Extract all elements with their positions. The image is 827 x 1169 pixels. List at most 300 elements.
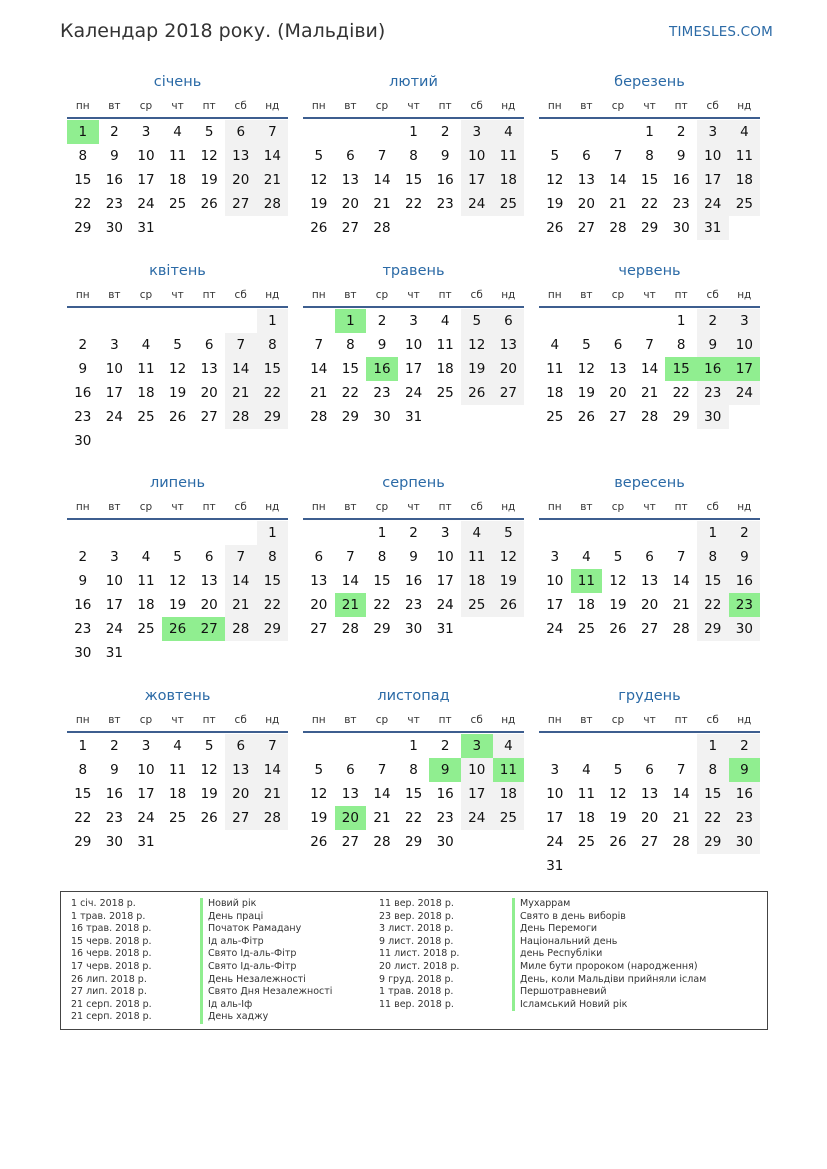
day-grid	[303, 734, 524, 854]
weekday-label: ср	[611, 714, 625, 726]
day-cell: 30	[74, 433, 92, 449]
day-cell: 21	[373, 810, 391, 826]
day-cell: 5	[550, 148, 560, 164]
day-cell: 29	[74, 220, 92, 236]
day-cell: 14	[310, 361, 328, 377]
day-cell: 17	[697, 168, 729, 192]
day-cell: 20	[200, 385, 218, 401]
legend-holiday-name: день Республіки	[512, 948, 706, 961]
day-cell: 10	[137, 148, 155, 164]
day-cell: 25	[493, 192, 525, 216]
day-cell: 1	[257, 309, 289, 333]
day-cell: 22	[697, 593, 729, 617]
weekday-label: пн	[311, 714, 326, 726]
day-cell: 25	[461, 593, 493, 617]
day-cell: 12	[310, 172, 328, 188]
weekday-label: нд	[501, 289, 516, 301]
day-cell: 27	[341, 834, 359, 850]
day-cell: 3	[110, 337, 119, 353]
weekday-label: пн	[547, 714, 562, 726]
legend-date: 1 трав. 2018 р.	[379, 986, 454, 998]
day-cell: 22	[74, 196, 92, 212]
day-grid	[539, 309, 760, 429]
day-cell: 13	[341, 172, 359, 188]
weekday-header	[539, 498, 760, 516]
day-cell: 5	[493, 521, 525, 545]
day-cell: 6	[645, 762, 654, 778]
legend-date: 17 черв. 2018 р.	[71, 960, 152, 972]
weekday-label: ср	[375, 714, 389, 726]
day-cell: 5	[314, 762, 324, 778]
weekday-label: пт	[438, 100, 452, 112]
weekday-label: чт	[171, 100, 184, 112]
empty-cell	[539, 309, 571, 333]
day-cell: 31	[436, 621, 454, 637]
day-cell: 27	[640, 834, 659, 850]
day-cell: 17	[546, 810, 564, 826]
day-cell: 29	[697, 830, 729, 854]
weekday-label: пн	[75, 100, 90, 112]
day-cell: 19	[609, 810, 627, 826]
day-cell: 16	[729, 782, 761, 806]
month-name: квітень	[149, 263, 206, 279]
day-cell: 15	[341, 361, 359, 377]
day-cell: 7	[645, 337, 654, 353]
month-name: листопад	[377, 688, 450, 704]
day-cell: 18	[729, 168, 761, 192]
day-cell: 28	[672, 834, 690, 850]
weekday-label: нд	[737, 501, 752, 513]
day-cell: 17	[546, 597, 564, 613]
day-cell: 26	[200, 810, 218, 826]
day-cell: 30	[436, 834, 454, 850]
day-cell: 3	[440, 525, 450, 541]
day-cell: 7	[225, 333, 257, 357]
legend-date: 20 лист. 2018 р.	[379, 960, 460, 972]
legend-date: 26 лип. 2018 р.	[71, 973, 147, 985]
day-cell: 20	[640, 597, 659, 613]
weekday-label: сб	[470, 501, 483, 513]
day-cell: 2	[440, 738, 450, 754]
weekday-label: вт	[108, 100, 121, 112]
weekday-label: пт	[674, 501, 688, 513]
day-cell: 26	[493, 593, 525, 617]
day-cell: 23	[105, 810, 123, 826]
holiday-day: 11	[571, 569, 603, 593]
legend-date: 9 груд. 2018 р.	[379, 973, 454, 985]
weekday-label: чт	[643, 714, 656, 726]
holiday-day: 20	[335, 806, 367, 830]
day-cell: 8	[697, 545, 729, 569]
month-name: вересень	[614, 475, 685, 491]
legend-date: 21 серп. 2018 р.	[71, 998, 152, 1010]
weekday-label: пт	[202, 289, 216, 301]
day-cell: 22	[672, 385, 690, 401]
day-cell: 2	[110, 738, 119, 754]
day-cell: 26	[609, 621, 627, 637]
day-cell: 13	[200, 573, 218, 589]
day-cell: 15	[404, 172, 423, 188]
empty-cell	[225, 309, 257, 333]
day-cell: 15	[697, 782, 729, 806]
weekday-label: пт	[202, 501, 216, 513]
legend-holiday-name: День хаджу	[200, 1011, 332, 1024]
empty-cell	[303, 309, 335, 333]
day-cell: 1	[257, 521, 289, 545]
legend-holiday-name: День Перемоги	[512, 923, 706, 936]
day-cell: 15	[640, 172, 659, 188]
day-cell: 2	[440, 124, 450, 140]
day-cell: 10	[546, 573, 564, 589]
day-cell: 10	[105, 361, 123, 377]
day-cell: 3	[697, 120, 729, 144]
day-cell: 6	[346, 148, 355, 164]
holiday-day: 9	[429, 758, 461, 782]
day-cell: 15	[257, 569, 289, 593]
weekday-label: сб	[706, 501, 719, 513]
day-cell: 25	[137, 621, 155, 637]
day-cell: 21	[310, 385, 328, 401]
empty-cell	[539, 521, 571, 545]
day-cell: 3	[409, 313, 418, 329]
day-cell: 10	[404, 337, 423, 353]
day-cell: 23	[729, 806, 761, 830]
day-cell: 14	[373, 172, 391, 188]
weekday-label: сб	[470, 289, 483, 301]
day-cell: 18	[168, 172, 187, 188]
month-name: серпень	[382, 475, 445, 491]
day-cell: 5	[582, 337, 591, 353]
legend-dates-left	[71, 898, 152, 1024]
day-cell: 24	[105, 621, 123, 637]
day-cell: 5	[204, 738, 214, 754]
day-cell: 30	[105, 834, 123, 850]
day-cell: 18	[436, 361, 454, 377]
empty-cell	[335, 120, 367, 144]
holiday-day: 16	[697, 357, 729, 381]
weekday-label: вт	[108, 501, 121, 513]
month-block	[303, 471, 524, 641]
empty-cell	[130, 521, 162, 545]
day-cell: 15	[404, 786, 423, 802]
day-cell: 14	[672, 786, 690, 802]
day-cell: 25	[168, 810, 187, 826]
day-cell: 23	[105, 196, 123, 212]
day-cell: 13	[609, 361, 627, 377]
header-divider	[67, 731, 288, 733]
weekday-label: ср	[611, 289, 625, 301]
day-cell: 5	[613, 549, 623, 565]
legend-names-right	[512, 898, 706, 1011]
day-cell: 7	[676, 549, 686, 565]
day-cell: 3	[141, 738, 151, 754]
day-cell: 31	[404, 409, 423, 425]
day-cell: 4	[493, 734, 525, 758]
weekday-label: пн	[547, 100, 562, 112]
day-cell: 11	[546, 361, 564, 377]
day-cell: 13	[341, 786, 359, 802]
header-divider	[539, 306, 760, 308]
weekday-label: сб	[470, 100, 483, 112]
day-cell: 16	[74, 597, 92, 613]
legend-holiday-name: Мухаррам	[512, 898, 706, 911]
empty-cell	[162, 309, 194, 333]
weekday-label: пт	[674, 289, 688, 301]
month-block	[67, 70, 288, 240]
day-cell: 8	[346, 337, 355, 353]
day-cell: 12	[577, 361, 595, 377]
legend-holiday-name: Національний день	[512, 936, 706, 949]
day-cell: 23	[436, 196, 454, 212]
day-cell: 12	[310, 786, 328, 802]
day-cell: 26	[546, 220, 564, 236]
day-cell: 6	[613, 337, 623, 353]
day-grid	[303, 309, 524, 429]
day-grid	[67, 309, 288, 453]
day-cell: 20	[341, 196, 359, 212]
day-cell: 27	[200, 409, 218, 425]
day-cell: 14	[672, 573, 690, 589]
day-cell: 22	[257, 381, 289, 405]
month-name: грудень	[618, 688, 681, 704]
day-cell: 6	[204, 549, 214, 565]
day-cell: 24	[436, 597, 454, 613]
day-cell: 4	[582, 549, 591, 565]
day-cell: 21	[640, 385, 659, 401]
weekday-label: чт	[171, 714, 184, 726]
weekday-header	[67, 97, 288, 115]
day-cell: 14	[640, 361, 659, 377]
day-cell: 22	[697, 806, 729, 830]
day-cell: 20	[225, 168, 257, 192]
day-cell: 13	[200, 361, 218, 377]
day-cell: 20	[225, 782, 257, 806]
day-cell: 7	[676, 762, 686, 778]
weekday-label: чт	[171, 289, 184, 301]
day-cell: 16	[105, 172, 123, 188]
weekday-label: сб	[234, 100, 247, 112]
header-divider	[67, 117, 288, 119]
empty-cell	[67, 521, 99, 545]
day-cell: 25	[493, 806, 525, 830]
day-cell: 9	[676, 148, 686, 164]
day-cell: 13	[640, 786, 659, 802]
weekday-label: сб	[706, 100, 719, 112]
month-block	[303, 70, 524, 240]
day-cell: 16	[436, 172, 454, 188]
day-cell: 18	[577, 810, 595, 826]
month-name: жовтень	[144, 688, 211, 704]
weekday-label: сб	[470, 714, 483, 726]
empty-cell	[130, 309, 162, 333]
day-cell: 5	[613, 762, 623, 778]
weekday-label: пн	[547, 501, 562, 513]
day-grid	[67, 734, 288, 854]
day-cell: 2	[729, 734, 761, 758]
day-cell: 29	[373, 621, 391, 637]
day-cell: 17	[105, 385, 123, 401]
month-name: липень	[149, 475, 206, 491]
empty-cell	[665, 734, 697, 758]
empty-cell	[571, 521, 603, 545]
weekday-label: ср	[375, 100, 389, 112]
day-cell: 31	[105, 645, 123, 661]
day-cell: 4	[550, 337, 560, 353]
day-cell: 6	[493, 309, 525, 333]
weekday-header	[539, 97, 760, 115]
weekday-label: пн	[311, 100, 326, 112]
day-cell: 2	[110, 124, 119, 140]
day-cell: 20	[310, 597, 328, 613]
day-cell: 4	[582, 762, 591, 778]
day-cell: 23	[672, 196, 690, 212]
legend-holiday-name: Першотравневий	[512, 986, 706, 999]
holiday-day: 1	[67, 120, 99, 144]
header-divider	[539, 117, 760, 119]
weekday-label: нд	[501, 100, 516, 112]
legend-holiday-name: День Незалежності	[200, 974, 332, 987]
day-cell: 7	[225, 545, 257, 569]
empty-cell	[634, 521, 666, 545]
day-cell: 2	[697, 309, 729, 333]
weekday-label: вт	[580, 289, 593, 301]
legend-date: 1 трав. 2018 р.	[71, 910, 146, 922]
day-cell: 12	[546, 172, 564, 188]
day-cell: 3	[729, 309, 761, 333]
weekday-label: ср	[375, 501, 389, 513]
day-cell: 21	[225, 593, 257, 617]
legend-date: 16 черв. 2018 р.	[71, 948, 152, 960]
weekday-header	[303, 97, 524, 115]
weekday-label: вт	[108, 289, 121, 301]
day-cell: 11	[436, 337, 454, 353]
legend-date: 27 лип. 2018 р.	[71, 986, 147, 998]
month-name: січень	[153, 74, 202, 90]
holiday-day: 1	[335, 309, 367, 333]
legend-date: 11 вер. 2018 р.	[379, 998, 454, 1010]
day-cell: 3	[550, 762, 560, 778]
day-cell: 14	[609, 172, 627, 188]
empty-cell	[99, 521, 131, 545]
day-cell: 8	[257, 545, 289, 569]
day-cell: 26	[577, 409, 595, 425]
day-cell: 19	[461, 357, 493, 381]
weekday-label: пн	[311, 501, 326, 513]
day-cell: 2	[729, 521, 761, 545]
day-cell: 11	[137, 361, 155, 377]
day-cell: 27	[640, 621, 659, 637]
day-cell: 20	[200, 597, 218, 613]
day-cell: 28	[257, 192, 289, 216]
day-cell: 21	[373, 196, 391, 212]
day-cell: 18	[137, 597, 155, 613]
empty-cell	[602, 521, 634, 545]
weekday-label: вт	[580, 501, 593, 513]
day-cell: 18	[493, 168, 525, 192]
day-cell: 8	[377, 549, 387, 565]
legend-holiday-name: Свято Дня Незалежності	[200, 986, 332, 999]
day-cell: 12	[168, 573, 187, 589]
day-cell: 28	[257, 806, 289, 830]
day-cell: 30	[373, 409, 391, 425]
day-cell: 22	[257, 593, 289, 617]
day-cell: 29	[640, 220, 659, 236]
empty-cell	[571, 734, 603, 758]
day-cell: 4	[729, 120, 761, 144]
day-cell: 24	[137, 196, 155, 212]
holiday-day: 26	[162, 617, 194, 641]
day-cell: 4	[141, 337, 151, 353]
weekday-header	[303, 498, 524, 516]
day-cell: 9	[78, 361, 88, 377]
empty-cell	[539, 734, 571, 758]
weekday-label: ср	[139, 100, 153, 112]
brand-link[interactable]: TIMESLES.COM	[669, 24, 773, 40]
day-cell: 24	[105, 409, 123, 425]
day-cell: 23	[373, 385, 391, 401]
day-cell: 22	[341, 385, 359, 401]
day-cell: 8	[697, 758, 729, 782]
day-cell: 8	[78, 762, 88, 778]
day-cell: 28	[609, 220, 627, 236]
day-cell: 26	[461, 381, 493, 405]
day-cell: 21	[225, 381, 257, 405]
weekday-label: чт	[407, 501, 420, 513]
day-cell: 25	[168, 196, 187, 212]
day-grid	[67, 120, 288, 240]
month-block	[539, 259, 760, 429]
day-cell: 22	[404, 196, 423, 212]
header-divider	[67, 518, 288, 520]
weekday-label: нд	[265, 100, 280, 112]
weekday-label: нд	[501, 501, 516, 513]
day-cell: 19	[546, 196, 564, 212]
day-cell: 18	[577, 597, 595, 613]
day-cell: 5	[173, 549, 182, 565]
day-cell: 16	[105, 786, 123, 802]
day-cell: 2	[377, 313, 387, 329]
month-block	[67, 259, 288, 453]
day-cell: 7	[257, 734, 289, 758]
day-cell: 25	[577, 621, 595, 637]
day-cell: 31	[137, 834, 155, 850]
empty-cell	[602, 734, 634, 758]
day-cell: 9	[409, 549, 418, 565]
day-cell: 26	[200, 196, 218, 212]
weekday-label: чт	[407, 714, 420, 726]
day-cell: 10	[697, 144, 729, 168]
weekday-header	[539, 711, 760, 729]
weekday-label: ср	[139, 714, 153, 726]
day-cell: 30	[105, 220, 123, 236]
day-cell: 29	[341, 409, 359, 425]
day-cell: 24	[729, 381, 761, 405]
weekday-label: ср	[139, 289, 153, 301]
legend-date: 23 вер. 2018 р.	[379, 910, 454, 922]
month-block	[303, 259, 524, 429]
weekday-label: нд	[265, 289, 280, 301]
day-cell: 14	[225, 357, 257, 381]
day-cell: 12	[609, 573, 627, 589]
day-cell: 3	[141, 124, 151, 140]
day-cell: 18	[461, 569, 493, 593]
weekday-label: пт	[202, 714, 216, 726]
day-cell: 4	[173, 738, 182, 754]
day-cell: 19	[200, 172, 218, 188]
empty-cell	[335, 521, 367, 545]
weekday-label: ср	[375, 289, 389, 301]
legend-holiday-name: День, коли Мальдіви прийняли іслам	[512, 974, 706, 987]
